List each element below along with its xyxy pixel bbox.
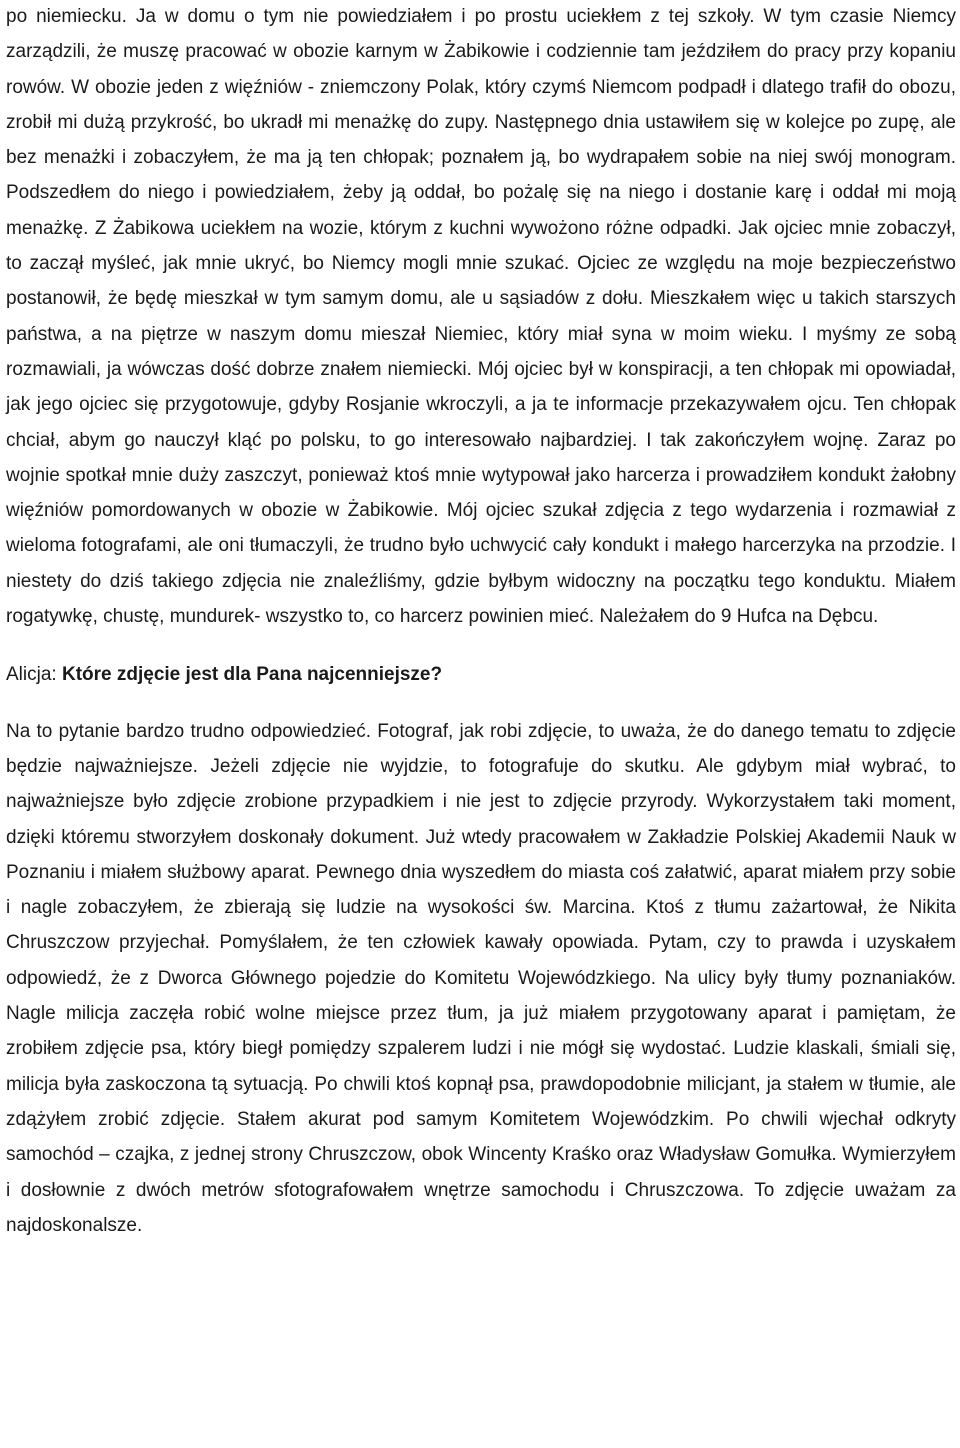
document-page <box>6 0 956 1243</box>
interview-question <box>6 657 956 692</box>
body-paragraph-1: po niemiecku. Ja w domu o tym nie powiedziałem i po prostu uciekłem z tej szkoły. W tym czasie Niemcy zarządzili, że muszę pracować w obozie karnym w Żabikowie i codziennie tam jeździłem do pracy przy kopaniu rowów. W obozie jeden z więźniów - zniemczony Polak, który czymś Niemcom podpadł i dlatego trafił do obozu, zrobił mi dużą przykrość, bo ukradł mi menażkę do zupy. Następnego dnia ustawiłem się w kolejce po zupę, ale bez menażki i zobaczyłem, że ma ją ten chłopak; poznałem ją, bo wydrapałem sobie na niej swój monogram. Podszedłem do niego i powiedziałem, żeby ją oddał, bo pożalę się na niego i dostanie karę i oddał mi moją menażkę. Z Żabikowa uciekłem na wozie, którym z kuchni wywożono różne odpadki. Jak ojciec mnie zobaczył, to zaczął myśleć, jak mnie ukryć, bo Niemcy mogli mnie szukać. Ojciec ze względu na moje bezpieczeństwo postanowił, że będę mieszkał w tym samym domu, ale u sąsiadów z dołu. Mieszkałem więc u takich starszych państwa, a na piętrze w naszym domu mieszał Niemiec, który miał syna w moim wieku. I myśmy ze sobą rozmawiali, ja wówczas dość dobrze znałem niemiecki. Mój ojciec był w konspiracji, a ten chłopak mi opowiadał, jak jego ojciec się przygotowuje, gdyby Rosjanie wkroczyli, a ja te informacje przekazywałem ojcu. Ten chłopak chciał, abym go nauczył kląć po polsku, to go interesowało najbardziej. I tak zakończyłem wojnę. Zaraz po wojnie spotkał mnie duży zaszczyt, ponieważ ktoś mnie wytypował jako harcerza i prowadziłem kondukt żałobny więźniów pomordowanych w obozie w Żabikowie. Mój ojciec szukał zdjęcia z tego wydarzenia i rozmawiał z wieloma fotografami, ale oni tłumaczyli, że trudno było uchwycić cały kondukt i małego harcerzyka na przodzie. I niestety do dziś takiego zdjęcia nie znaleźliśmy, gdzie byłbym widoczny na początku tego konduktu. Miałem rogatywkę, chustę, mundurek- wszystko to, co harcerz powinien mieć. Należałem do 9 Hufca na Dębcu. <box>6 6 956 628</box>
body-paragraph-2: Na to pytanie bardzo trudno odpowiedzieć. Fotograf, jak robi zdjęcie, to uważa, że do danego tematu to zdjęcie będzie najważniejsze. Jeżeli zdjęcie nie wyjdzie, to fotografuje do skutku. Ale gdybym miał wybrać, to najważniejsze było zdjęcie zrobione przypadkiem i nie jest to zdjęcie przyrody. Wykorzystałem taki moment, dzięki któremu stworzyłem doskonały dokument. Już wtedy pracowałem w Zakładzie Polskiej Akademii Nauk w Poznaniu i miałem służbowy aparat. Pewnego dnia wyszedłem do miasta coś załatwić, aparat miałem przy sobie i nagle zobaczyłem, że zbierają się ludzie na wysokości św. Marcina. Ktoś z tłumu zażartował, że Nikita Chruszczow przyjechał. Pomyślałem, że ten człowiek kawały opowiada. Pytam, czy to prawda i uzyskałem odpowiedź, że z Dworca Głównego pojedzie do Komitetu Wojewódzkiego. Na ulicy były tłumy poznaniaków. Nagle milicja zaczęła robić wolne miejsce przez tłum, ja już miałem przygotowany aparat i pamiętam, że zrobiłem zdjęcie psa, który biegł pomiędzy szpalerem ludzi i nie mógł się wydostać. Ludzie klaskali, śmiali się, milicja była zaskoczona tą sytuacją. Po chwili ktoś kopnął psa, prawdopodobnie milicjant, ja stałem w tłumie, ale zdążyłem zrobić zdjęcie. Stałem akurat pod samym Komitetem Wojewódzkim. Po chwili wjechał odkryty samochód – czajka, z jednej strony Chruszczow, obok Wincenty Kraśko oraz Władysław Gomułka. Wymierzyłem i dosłownie z dwóch metrów sfotografowałem wnętrze samochodu i Chruszczowa. To zdjęcie uważam za najdoskonalsze. <box>6 720 956 1236</box>
question-text: Które zdjęcie jest dla Pana najcenniejsze? <box>61 664 443 686</box>
question-speaker: Alicja: <box>6 664 62 686</box>
